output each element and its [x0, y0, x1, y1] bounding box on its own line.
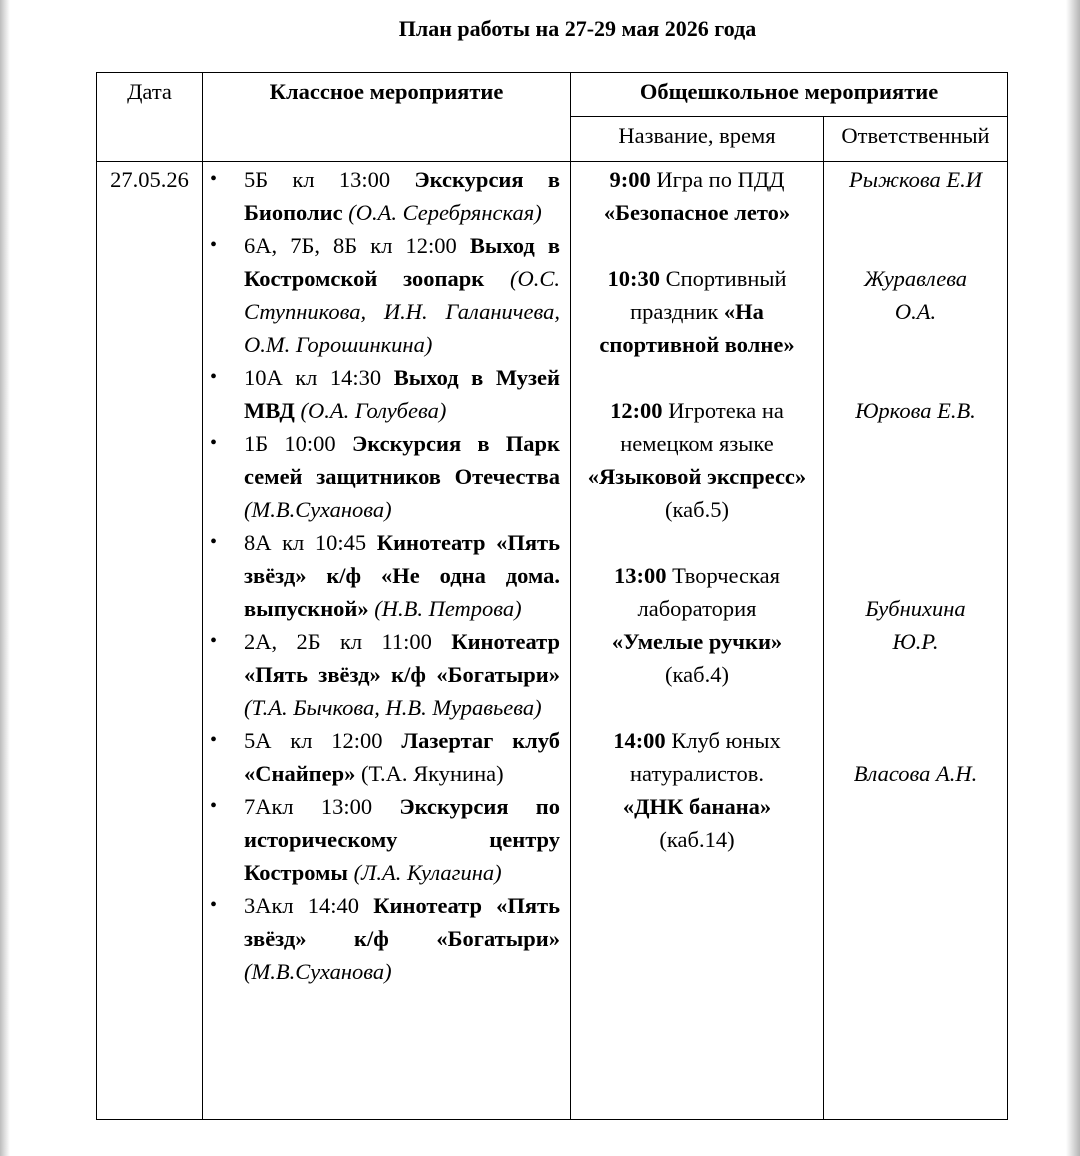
bullet-icon: •: [210, 168, 218, 190]
header-responsible: Ответственный: [824, 117, 1008, 162]
responsible-name: Бубнихина Ю.Р.: [865, 596, 966, 654]
schedule-table: [96, 72, 1008, 1120]
header-class-event: Классное мероприятие: [203, 73, 571, 162]
bullet-icon: •: [210, 795, 218, 817]
school-event: 14:00 Клуб юных натуралистов. «ДНК банана» (каб.14): [613, 728, 781, 852]
bullet-icon: •: [210, 729, 218, 751]
date-cell: 27.05.26: [97, 162, 203, 1120]
school-event: 9:00 Игра по ПДД «Безопасное лето»: [603, 167, 791, 225]
class-events-list: [203, 162, 570, 988]
school-event: 10:30 Спортивный праздник «На спортивной волне»: [599, 266, 795, 357]
bullet-icon: •: [210, 432, 218, 454]
header-name-time: Название, время: [571, 117, 824, 162]
page-edge-shadow-left: [0, 0, 10, 1156]
responsible-name: Рыжкова Е.И: [849, 167, 982, 192]
list-item: • 6А, 7Б, 8Б кл 12:00 Выход в Костромской зоопарк (О.С. Ступникова, И.Н. Галаничева, О.М. Горошинкина): [203, 229, 560, 361]
bullet-icon: •: [210, 894, 218, 916]
header-date: Дата: [97, 73, 203, 162]
list-item: • 1Б 10:00 Экскурсия в Парк семей защитников Отечества (М.В.Суханова): [203, 427, 560, 526]
list-item: • 10А кл 14:30 Выход в Музей МВД (О.А. Голубева): [203, 361, 560, 427]
page-edge-shadow-right: [1066, 0, 1080, 1156]
list-item: • 7Акл 13:00 Экскурсия по историческому центру Костромы (Л.А. Кулагина): [203, 790, 560, 889]
list-item: • 2А, 2Б кл 11:00 Кинотеатр «Пять звёзд» к/ф «Богатыри» (Т.А. Бычкова, Н.В. Муравьева): [203, 625, 560, 724]
bullet-icon: •: [210, 630, 218, 652]
header-school-event: Общешкольное мероприятие: [571, 73, 1008, 117]
bullet-icon: •: [210, 366, 218, 388]
school-events-cell: [571, 162, 824, 1120]
list-item: • 5Б кл 13:00 Экскурсия в Биополис (О.А. Серебрянская): [203, 163, 560, 229]
responsible-cell: [824, 162, 1008, 1120]
responsible-name: Власова А.Н.: [853, 761, 978, 786]
responsible-name: Журавлева О.А.: [863, 266, 968, 324]
list-item: • 3Акл 14:40 Кинотеатр «Пять звёзд» к/ф «Богатыри» (М.В.Суханова): [203, 889, 560, 988]
responsible-name: Юркова Е.В.: [855, 398, 976, 423]
school-event: 12:00 Игротека на немецком языке «Языковой экспресс» (каб.5): [587, 398, 807, 522]
list-item: • 8А кл 10:45 Кинотеатр «Пять звёзд» к/ф «Не одна дома. выпускной» (Н.В. Петрова): [203, 526, 560, 625]
list-item: • 5А кл 12:00 Лазертаг клуб «Снайпер» (Т.А. Якунина): [203, 724, 560, 790]
bullet-icon: •: [210, 531, 218, 553]
bullet-icon: •: [210, 234, 218, 256]
school-event: 13:00 Творческая лаборатория «Умелые ручки» (каб.4): [611, 563, 783, 687]
class-events-cell: [203, 162, 571, 1120]
document-title: План работы на 27-29 мая 2026 года: [398, 16, 757, 41]
